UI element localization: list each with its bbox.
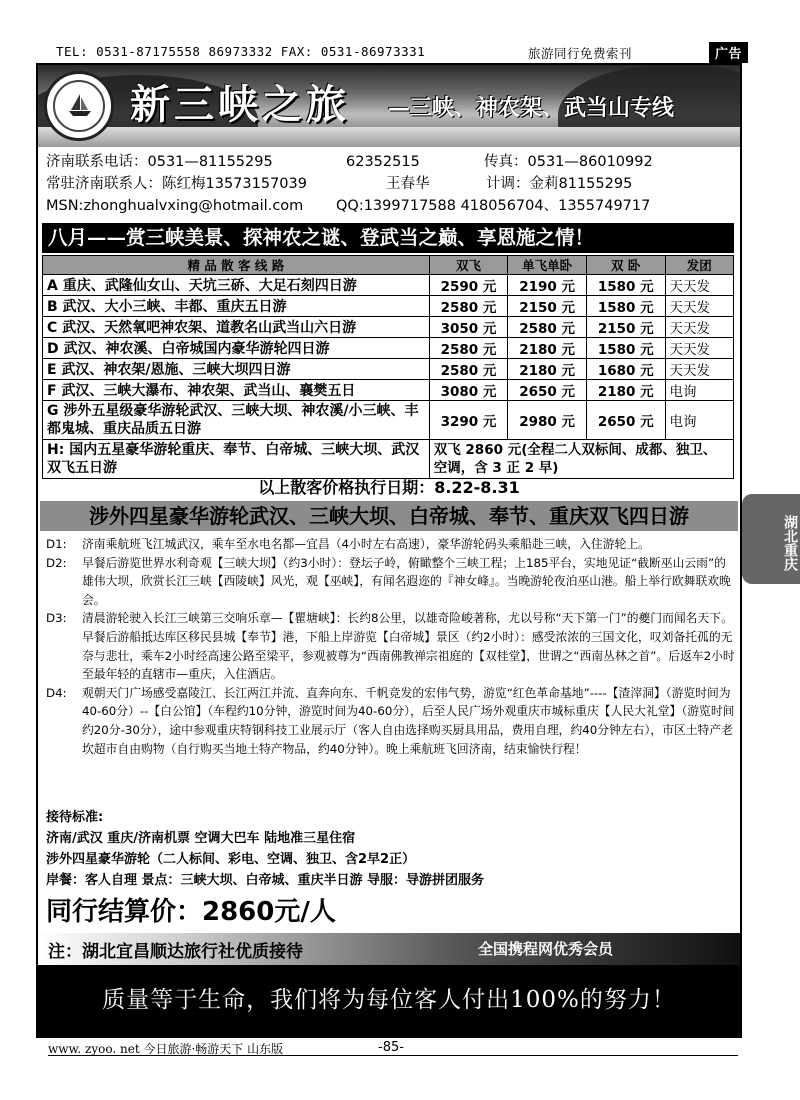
price-table (42, 255, 734, 479)
route-name: F 武汉、三峡大瀑布、神农架、武当山、襄樊五日 (43, 380, 430, 401)
note-bar (38, 933, 740, 965)
ship-icon (67, 92, 93, 118)
table-row (43, 338, 734, 359)
departure: 电询 (665, 380, 734, 401)
itinerary-day (46, 554, 736, 610)
price-double-sleeper: 1680 元 (586, 359, 665, 380)
price-double-flight: 3050 元 (429, 317, 508, 338)
route-name: H: 国内五星豪华游轮重庆、奉节、白帝城、三峡大坝、武汉双飞五日游 (43, 440, 430, 479)
header-flight-sleeper: 单飞单卧 (508, 256, 587, 275)
contact-info (46, 151, 736, 217)
table-row (43, 440, 734, 479)
day-text: 济南乘航班飞江城武汉，乘车至水电名都—宜昌（4小时左右高速），豪华游轮码头乘船赴三峡，入住游轮上。 (82, 537, 650, 551)
price-flight-sleeper: 2180 元 (508, 359, 587, 380)
departure: 天天发 (665, 296, 734, 317)
footer-divider (48, 1055, 738, 1056)
day-text: 观朝天门广场感受嘉陵江、长江两江并流、直奔向东、千帆竞发的宏伟气势，游览“红色革命基地”----【渣滓洞】（游览时间为40-60分）--【白公馆】（车程约10分钟，游览时间为40-60分），后至人民广场外观重庆市城标重庆【人民大礼堂】（游览时间约20分-30分），途中参观重庆特钢科技工业展示厅（客人自由选择购买厨具用品，费用自理，约40分钟左右），市区土特产老坎超市自由购物（自行购买当地土特产物品，约40分钟）。晚上乘航班飞回济南，结束愉快行程！ (82, 685, 735, 756)
price-double-flight: 2580 元 (429, 338, 508, 359)
agency-logo (44, 71, 114, 141)
route-name: C 武汉、天然氧吧神农架、道教名山武当山六日游 (43, 317, 430, 338)
departure: 天天发 (665, 275, 734, 296)
price-double-sleeper: 1580 元 (586, 296, 665, 317)
accounting-contact: 计调：金莉81155295 (486, 176, 633, 192)
region-side-tab: 湖北重庆 (742, 494, 800, 584)
departure: 天天发 (665, 338, 734, 359)
day-label: D3: (46, 611, 67, 626)
table-row (43, 359, 734, 380)
section-title: 涉外四星豪华游轮武汉、三峡大坝、白帝城、奉节、重庆双飞四日游 (40, 501, 738, 531)
table-header-row (43, 256, 734, 275)
free-index-note: 旅游同行免费索刊 (528, 46, 633, 61)
standards-line: 济南/武汉 重庆/济南机票 空调大巴车 陆地准三星住宿 (46, 831, 356, 846)
price-double-sleeper: 1580 元 (586, 338, 665, 359)
price-flight-sleeper: 2190 元 (508, 275, 587, 296)
departure: 电询 (665, 401, 734, 440)
route-name: A 重庆、武隆仙女山、天坑三硚、大足石刻四日游 (43, 275, 430, 296)
day-label: D4: (46, 685, 67, 700)
footer-site: www. zyoo. net 今日旅游·畅游天下 山东版 (48, 1042, 284, 1056)
day-label: D2: (46, 555, 67, 570)
price-flight-sleeper: 2580 元 (508, 317, 587, 338)
contact-2: 王春华 (386, 176, 430, 192)
ad-frame (36, 63, 742, 1038)
day-text: 早餐后游览世界水利奇观【三峡大坝】（约3小时）：登坛子岭，俯瞰整个三峡工程；上185平台，实地见证“截断巫山云雨”的雄伟大坝，欣赏长江三峡【西陵峡】风光，观【巫峡】，有闻名遐迩的『神女峰』。当晚游轮夜泊巫山港。船上举行欧舞联欢晚会。 (82, 555, 731, 607)
august-slogan: 八月——赏三峡美景、探神农之谜、登武当之巅、享恩施之情！ (42, 223, 734, 253)
price-date-line: 以上散客价格执行日期：8.22-8.31 (258, 478, 520, 497)
table-row (43, 401, 734, 440)
day-label: D1: (46, 537, 67, 551)
route-name: D 武汉、神农溪、白帝城国内豪华游轮四日游 (43, 338, 430, 359)
resident-contact: 常驻济南联系人：陈红梅13573157039 (46, 176, 307, 192)
table-row (43, 317, 734, 338)
top-bar (48, 44, 748, 62)
fax-number: 传真：0531—86010992 (484, 154, 653, 170)
settlement-price: 同行结算价：2860元/人 (46, 897, 336, 927)
standards-heading: 接待标准: (46, 810, 104, 825)
price-flight-sleeper: 2650 元 (508, 380, 587, 401)
route-name: E 武汉、神农架/恩施、三峡大坝四日游 (43, 359, 430, 380)
quality-slogan: 质量等于生命，我们将为每位客人付出100%的努力！ (38, 965, 740, 1036)
price-double-sleeper: 1580 元 (586, 275, 665, 296)
tel-fax-line: TEL: 0531-87175558 86973332 FAX: 0531-86973331 (56, 44, 426, 59)
price-flight-sleeper: 2180 元 (508, 338, 587, 359)
river-decoration (38, 127, 740, 147)
price-double-flight: 3080 元 (429, 380, 508, 401)
header-departure: 发团 (665, 256, 734, 275)
header-double-flight: 双飞 (429, 256, 508, 275)
note-left: 注：湖北宜昌顺达旅行社优质接待 (48, 942, 303, 962)
table-row (43, 380, 734, 401)
qq-contact: QQ:1399717588 418056704、1355749717 (336, 198, 651, 214)
jinan-phone-2: 62352515 (346, 154, 420, 170)
msn-contact: MSN:zhonghualvxing@hotmail.com (46, 198, 304, 214)
route-name: G 涉外五星级豪华游轮武汉、三峡大坝、神农溪/小三峡、丰都鬼城、重庆品质五日游 (43, 401, 430, 440)
day-text: 清晨游轮驶入长江三峡第三交响乐章—【瞿塘峡】：长约8公里，以雄奇险峻著称，尤以号称“天下第一门”的夔门而闻名天下。早餐后游船抵达库区移民县城【奉节】港，下船上岸游览【白帝城】景区（约2小时）：感受浓浓的三国文化，叹刘备托孤的无奈与悲壮，乘车2小时经高速公路至梁平，参观被尊为“西南佛教禅宗祖庭的【双桂堂】，世谓之“西南丛林之首”。后返车2小时至最年轻的直辖市—重庆，入住酒店。 (82, 611, 735, 682)
departure: 天天发 (665, 317, 734, 338)
banner-subtitle: —三峡、神农架、武当山专线 (388, 95, 675, 121)
header-route: 精 品 散 客 线 路 (43, 256, 430, 275)
standards-line: 岸餐：客人自理 景点：三峡大坝、白帝城、重庆半日游 导服：导游拼团服务 (46, 873, 485, 888)
price-double-flight: 2590 元 (429, 275, 508, 296)
itinerary-day (46, 535, 736, 554)
jinan-phone: 济南联系电话：0531—81155295 (46, 154, 273, 170)
table-row (43, 275, 734, 296)
note-right: 全国携程网优秀会员 (478, 940, 614, 958)
banner (38, 65, 740, 147)
itinerary (46, 535, 736, 758)
price-double-flight: 3290 元 (429, 401, 508, 440)
header-double-sleeper: 双 卧 (586, 256, 665, 275)
route-name: B 武汉、大小三峡、丰都、重庆五日游 (43, 296, 430, 317)
price-double-sleeper: 2150 元 (586, 317, 665, 338)
price-flight-sleeper: 2150 元 (508, 296, 587, 317)
page-number: -85- (378, 1040, 404, 1055)
table-row (43, 296, 734, 317)
price-double-sleeper: 2180 元 (586, 380, 665, 401)
itinerary-day (46, 684, 736, 758)
price-double-flight: 2580 元 (429, 296, 508, 317)
price-double-sleeper: 2650 元 (586, 401, 665, 440)
price-flight-sleeper: 2980 元 (508, 401, 587, 440)
standards-line: 涉外四星豪华游轮（二人标间、彩电、空调、独卫、含2早2正） (46, 852, 416, 867)
itinerary-day (46, 609, 736, 683)
reception-standards (46, 807, 736, 891)
route-h-price: 双飞 2860 元(全程二人双标间、成都、独卫、空调，含 3 正 2 早) (429, 440, 733, 479)
departure: 天天发 (665, 359, 734, 380)
price-double-flight: 2580 元 (429, 359, 508, 380)
banner-title: 新三峡之旅 (130, 81, 350, 128)
ad-badge: 广告 (709, 42, 748, 63)
